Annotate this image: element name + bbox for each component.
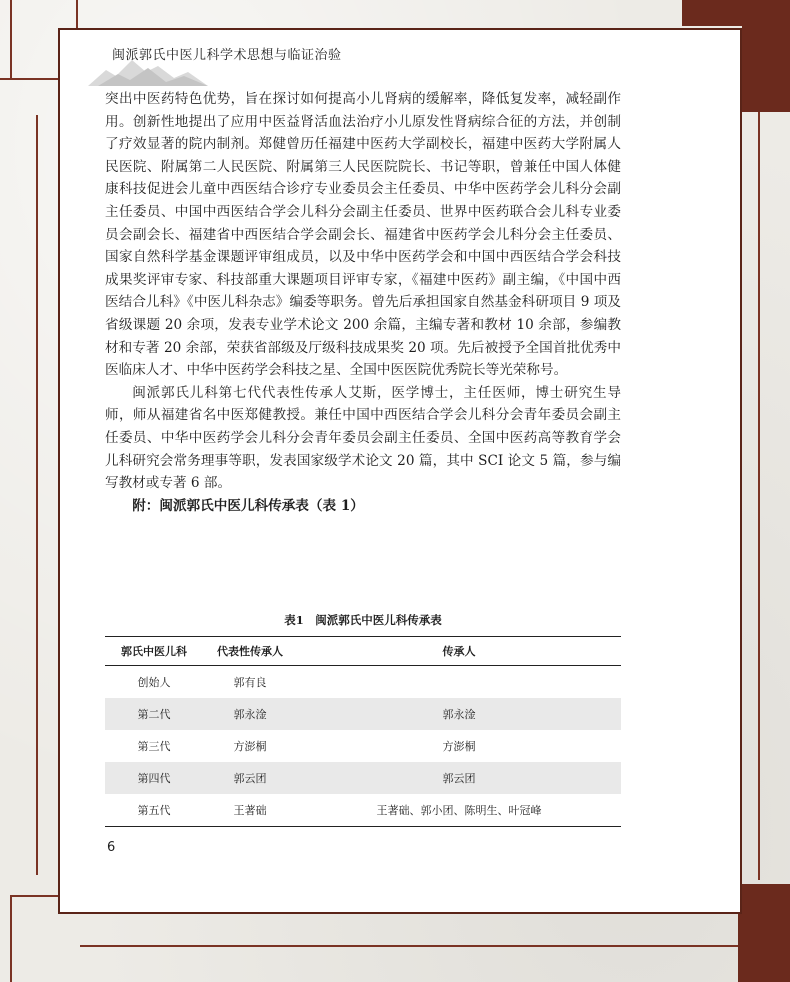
appendix-heading: 附：闽派郭氏中医儿科传承表（表 1） <box>132 497 364 514</box>
corner-block-bottom-right <box>738 884 790 982</box>
cell-inheritors: 郭永淦 <box>297 698 621 730</box>
frame-line-right-vertical <box>758 40 760 880</box>
cell-representative: 郭有良 <box>233 676 267 689</box>
cell-representative: 王著础 <box>203 794 297 827</box>
cell-generation: 第四代 <box>105 762 203 794</box>
frame-line-top-left-horizontal <box>0 78 60 80</box>
cell-generation: 第三代 <box>137 740 171 753</box>
table-row <box>105 730 621 762</box>
heritage-table <box>105 636 621 827</box>
cell-inheritors: 郭云团 <box>297 762 621 794</box>
table-row <box>105 666 621 699</box>
cell-generation: 创始人 <box>137 676 171 689</box>
frame-line-top-left-vertical <box>10 0 12 80</box>
cell-representative: 方澎桐 <box>233 740 267 753</box>
frame-line-bottom-left-horizontal <box>10 895 60 897</box>
running-header: 闽派郭氏中医儿科学术思想与临证治验 <box>112 48 342 63</box>
table-header-row <box>105 637 621 666</box>
frame-line-bottom-left-vertical <box>10 895 12 982</box>
column-header-generation: 郭氏中医儿科 <box>105 637 203 666</box>
cell-generation: 第二代 <box>105 698 203 730</box>
cell-inheritors <box>297 666 621 699</box>
table-row <box>105 762 621 794</box>
frame-line-bottom-horizontal <box>80 945 740 947</box>
cell-generation: 第五代 <box>105 794 203 827</box>
cell-inheritors: 方澎桐 <box>442 740 476 753</box>
cell-representative: 郭云团 <box>203 762 297 794</box>
frame-line-top-vertical <box>76 0 78 30</box>
page-number: 6 <box>107 840 116 855</box>
corner-block-right <box>742 0 790 112</box>
table-row <box>105 794 621 827</box>
frame-line-left-vertical <box>36 115 38 875</box>
table-caption: 表1 闽派郭氏中医儿科传承表 <box>284 613 442 627</box>
table-row <box>105 698 621 730</box>
paragraph-1: 突出中医药特色优势，旨在探讨如何提高小儿肾病的缓解率，降低复发率，减轻副作用。创新性地提出了应用中医益肾活血法治疗小儿原发性肾病综合征的方法，并创制了疗效显著的院内制剂。郑健曾历任福建中医药大学副校长，福建中医药大学附属人民医院、附属第二人民医院、附属第三人民医院院长、书记等职，曾兼任中国人体健康科技促进会儿童中西医结合诊疗专业委员会主任委员、中华中医药学会儿科分会副主任委员、中国中西医结合学会儿科分会副主任委员、世界中医药联合会儿科专业委员会副会长、福建省中西医结合学会副会长、福建省中医药学会儿科分会主任委员、国家自然科学基金课题评审组成员，以及中华中医药学会和中国中西医结合学会科技成果奖评审专家、科技部重大课题项目评审专家，《福建中医药》副主编，《中国中西医结合儿科》《中医儿科杂志》编委等职务。曾先后承担国家自然基金科研项目 9 项及省级课题 20 余项，发表专业学术论文 200 余篇，主编专著和教材 10 余部，参编教材和专著 20 余部，荣获省部级及厅级科技成果奖 20 项。先后被授予全国首批优秀中医临床人才、中华中医药学会科技之星、全国中医医院优秀院长等光荣称号。 <box>105 91 621 379</box>
column-header-inheritors: 传承人 <box>297 637 621 666</box>
paragraph-2: 闽派郭氏儿科第七代代表性传承人艾斯，医学博士，主任医师，博士研究生导师，师从福建省名中医郑健教授。兼任中国中西医结合学会儿科分会青年委员会副主任委员、中华中医药学会儿科分会青年委员会副主任委员、全国中医药高等教育学会儿科研究会常务理事等职，发表国家级学术论文 20 篇，其中 SCI 论文 5 篇，参与编写教材或专著 6 部。 <box>105 384 621 492</box>
cell-representative: 郭永淦 <box>203 698 297 730</box>
column-header-representative: 代表性传承人 <box>203 637 297 666</box>
body-text <box>105 88 621 517</box>
cell-inheritors: 王著础、郭小团、陈明生、叶冠峰 <box>297 794 621 827</box>
